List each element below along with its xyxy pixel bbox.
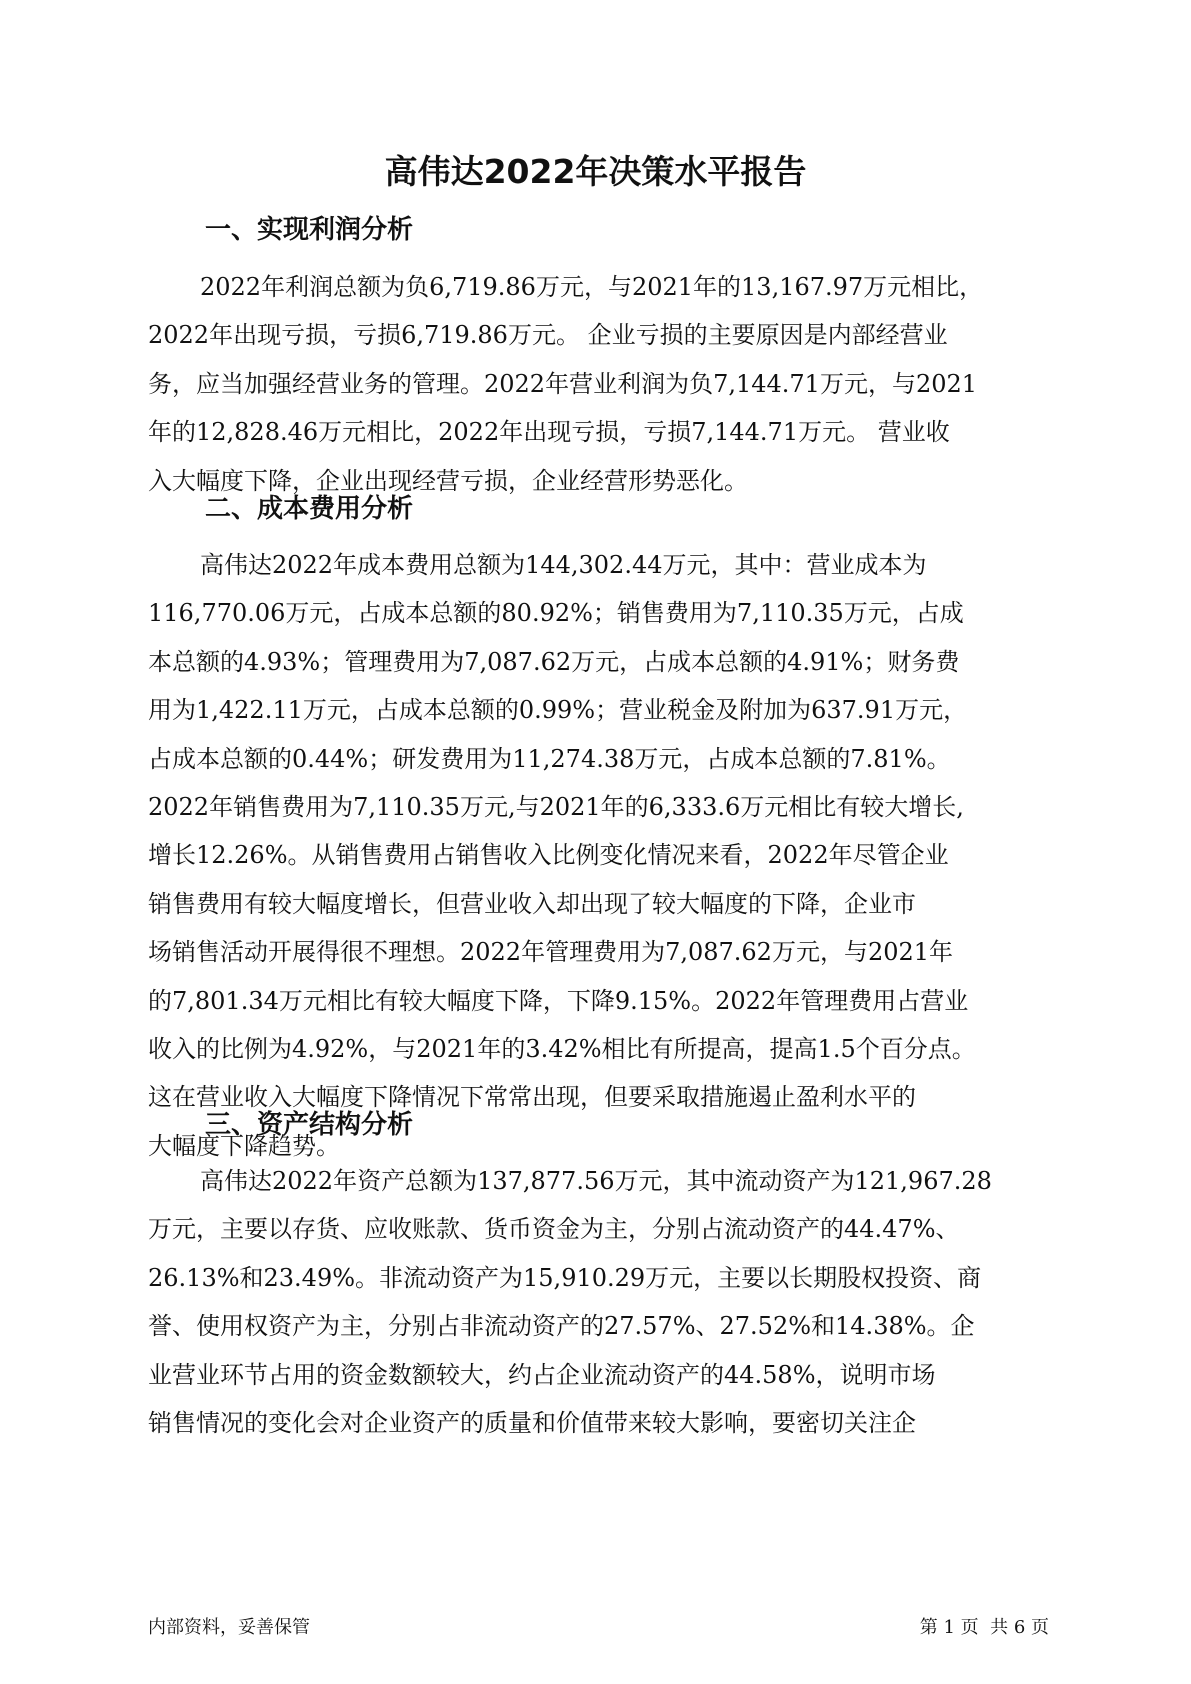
section-heading-profit: 一、实现利润分析: [205, 215, 414, 245]
section-paragraph-cost: [148, 541, 1048, 1170]
footer-confidential-note: 内部资料，妥善保管: [148, 1617, 310, 1638]
section-heading-cost: 二、成本费用分析: [205, 494, 414, 524]
paragraph-line: 增长12.26%。从销售费用占销售收入比例变化情况来看，2022年尽管企业: [148, 841, 949, 870]
footer-page-number: 第 1 页 共 6 页: [919, 1617, 1049, 1638]
paragraph-line: 的7,801.34万元相比有较大幅度下降，下降9.15%。2022年管理费用占营业: [148, 986, 969, 1015]
paragraph-line: 116,770.06万元，占成本总额的80.92%；销售费用为7,110.35万元，占成: [148, 599, 964, 628]
paragraph-line: 高伟达2022年成本费用总额为144,302.44万元，其中：营业成本为: [200, 551, 927, 579]
section-paragraph-profit: [148, 263, 1048, 505]
paragraph-line: 大幅度下降趋势。: [148, 1131, 340, 1160]
paragraph-line: 销售情况的变化会对企业资产的质量和价值带来较大影响，要密切关注企: [148, 1409, 916, 1438]
paragraph-line: 高伟达2022年资产总额为137,877.56万元，其中流动资产为121,967.28: [200, 1167, 992, 1195]
paragraph-line: 用为1,422.11万元，占成本总额的0.99%；营业税金及附加为637.91万元，: [148, 696, 968, 725]
paragraph-line: 2022年出现亏损，亏损6,719.86万元。 企业亏损的主要原因是内部经营业: [148, 321, 948, 350]
paragraph-line: 业营业环节占用的资金数额较大，约占企业流动资产的44.58%，说明市场: [148, 1360, 936, 1389]
paragraph-line: 场销售活动开展得很不理想。2022年管理费用为7,087.62万元，与2021年: [148, 938, 954, 967]
paragraph-line: 务，应当加强经营业务的管理。2022年营业利润为负7,144.71万元，与2021: [148, 369, 978, 398]
paragraph-line: 收入的比例为4.92%，与2021年的3.42%相比有所提高，提高1.5个百分点。: [148, 1035, 976, 1064]
paragraph-line: 2022年利润总额为负6,719.86万元，与2021年的13,167.97万元相比，: [200, 273, 984, 301]
paragraph-line: 誉、使用权资产为主，分别占非流动资产的27.57%、27.52%和14.38%。企: [148, 1312, 975, 1341]
document-title: 高伟达2022年决策水平报告: [384, 152, 807, 191]
paragraph-line: 占成本总额的0.44%；研发费用为11,274.38万元，占成本总额的7.81%。: [148, 744, 951, 773]
section-heading-assets: 三、资产结构分析: [205, 1110, 414, 1140]
paragraph-line: 本总额的4.93%；管理费用为7,087.62万元，占成本总额的4.91%；财务费: [148, 647, 960, 676]
paragraph-line: 万元，主要以存货、应收账款、货币资金为主，分别占流动资产的44.47%、: [148, 1215, 960, 1244]
paragraph-line: 销售费用有较大幅度增长，但营业收入却出现了较大幅度的下降，企业市: [148, 889, 916, 918]
paragraph-line: 2022年销售费用为7,110.35万元,与2021年的6,333.6万元相比有较大增长,: [148, 793, 964, 822]
section-paragraph-assets: [148, 1157, 1048, 1447]
paragraph-line: 26.13%和23.49%。非流动资产为15,910.29万元，主要以长期股权投资、商: [148, 1263, 982, 1292]
paragraph-line: 入大幅度下降，企业出现经营亏损，企业经营形势恶化。: [148, 466, 748, 495]
paragraph-line: 年的12,828.46万元相比，2022年出现亏损，亏损7,144.71万元。 营业收: [148, 418, 950, 447]
paragraph-line: 这在营业收入大幅度下降情况下常常出现，但要采取措施遏止盈利水平的: [148, 1083, 916, 1112]
